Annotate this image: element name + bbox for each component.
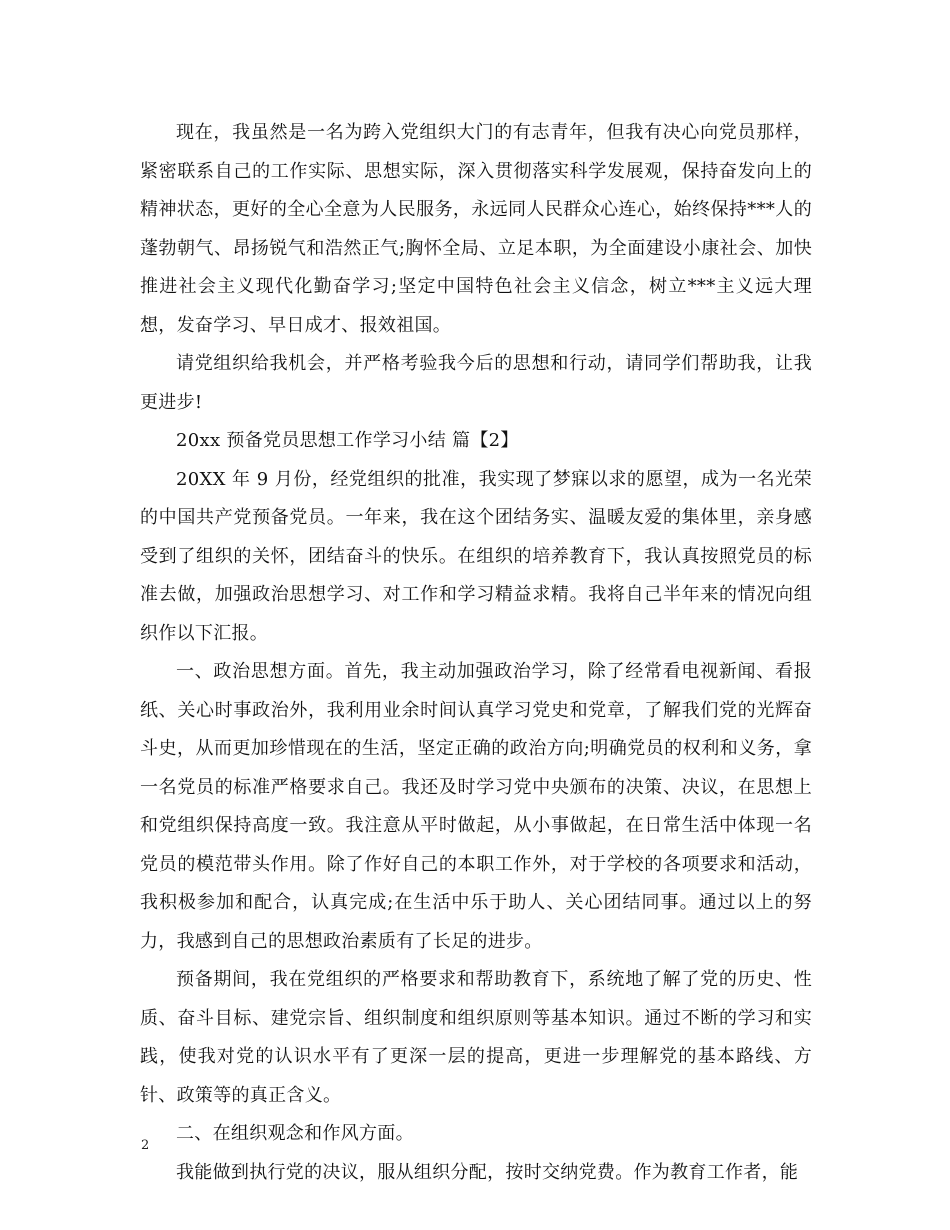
paragraph-resolve: 现在，我虽然是一名为跨入党组织大门的有志青年，但我有决心向党员那样，紧密联系自己的工作实际、思想实际，深入贯彻落实科学发展观，保持奋发向上的精神状态，更好的全心全意为人民服务，永远同人民群众心连心，始终保持***人的蓬勃朝气、昂扬锐气和浩然正气;胸怀全局、立足本职，为全面建设小康社会、加快推进社会主义现代化勤奋学习;坚定中国特色社会主义信念，树立***主义远大理想，发奋学习、早日成才、报效祖国。 bbox=[140, 122, 812, 336]
paragraph-probation-study: 预备期间，我在党组织的严格要求和帮助教育下，系统地了解了党的历史、性质、奋斗目标、建党宗旨、组织制度和组织原则等基本知识。通过不断的学习和实践，使我对党的认识水平有了更深一层的提高，更进一步理解党的基本路线、方针、政策等的真正含义。 bbox=[140, 969, 812, 1106]
page-number: 2 bbox=[141, 1138, 150, 1153]
paragraph-intro: 20XX 年 9 月份，经党组织的批准，我实现了梦寐以求的愿望，成为一名光荣的中国共产党预备党员。一年来，我在这个团结务实、温暖友爱的集体里，亲身感受到了组织的关怀，团结奋斗的快乐。在组织的培养教育下，我认真按照党员的标准去做，加强政治思想学习、对工作和学习精益求精。我将自己半年来的情况向组织作以下汇报。 bbox=[140, 468, 812, 644]
paragraph-organization-body: 我能做到执行党的决议，服从组织分配，按时交纳党费。作为教育工作者，能 bbox=[176, 1161, 799, 1183]
paragraph-political-thought: 一、政治思想方面。首先，我主动加强政治学习，除了经常看电视新闻、看报纸、关心时事政治外，我利用业余时间认真学习党史和党章，了解我们党的光辉奋斗史，从而更加珍惜现在的生活，坚定正确的政治方向;明确党员的权利和义务，拿一名党员的标准严格要求自己。我还及时学习党中央颁布的决策、决议，在思想上和党组织保持高度一致。我注意从平时做起，从小事做起，在日常生活中体现一名党员的模范带头作用。除了作好自己的本职工作外，对于学校的各项要求和活动，我积极参加和配合，认真完成;在生活中乐于助人、关心团结同事。通过以上的努力，我感到自己的思想政治素质有了长足的进步。 bbox=[140, 661, 812, 952]
document-body bbox=[140, 114, 812, 1192]
paragraph-organization-heading: 二、在组织观念和作风方面。 bbox=[176, 1123, 414, 1144]
section-heading: 20xx 预备党员思想工作学习小结 篇【2】 bbox=[176, 430, 519, 451]
paragraph-request: 请党组织给我机会，并严格考验我今后的思想和行动，请同学们帮助我，让我更进步! bbox=[140, 353, 812, 413]
